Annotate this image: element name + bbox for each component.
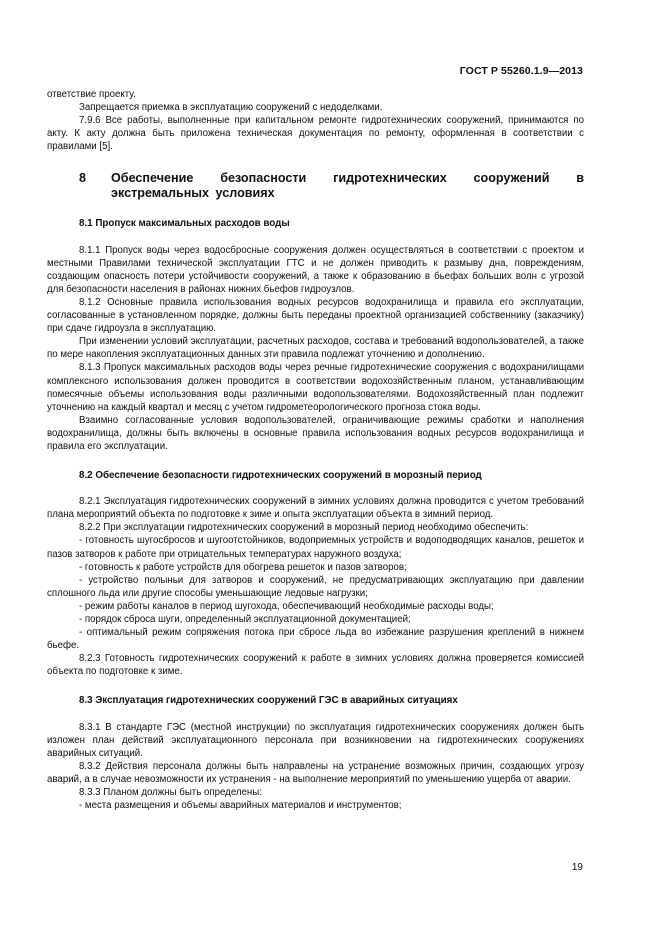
list-item: - готовность к работе устройств для обогрева решеток и пазов затворов; <box>79 561 407 573</box>
list-item: - оптимальный режим сопряжения потока при сбросе льда во избежание разрушения креплений в нижнем бьефе. <box>47 627 584 652</box>
section-title: Обеспечение безопасности гидротехнических сооружений в экстремальных условиях <box>111 171 584 201</box>
list-item: - режим работы каналов в период шугохода, обеспечивающий необходимые расходы воды; <box>79 600 494 612</box>
page-number: 19 <box>571 862 583 873</box>
paragraph: Взаимно согласованные условия водопользователей, ограничивающие режимы сработки и наполнения водохранилища, должны быть включены в основные правила использования водных ресурсов водохранилища и правила его эксплуатации. <box>47 414 584 452</box>
list-item: - места размещения и объемы аварийных материалов и инструментов; <box>79 800 402 812</box>
standard-header: ГОСТ Р 55260.1.9—2013 <box>459 65 583 77</box>
subsection-title: 8.2 Обеспечение безопасности гидротехнических сооружений в морозный период <box>79 470 482 482</box>
paragraph: 8.2.1 Эксплуатация гидротехнических сооружений в зимних условиях должна проводится с учетом требований плана мероприятий объекта по подготовке к зиме и опыта эксплуатации объекта в зимний период. <box>47 496 584 521</box>
paragraph: 8.3.1 В стандарте ГЭС (местной инструкции) по эксплуатация гидротехнических сооружениях должен быть изложен план действий эксплуатационного персонала при возникновении на гидротехнических сооружениях аварийных ситуаций. <box>47 721 584 759</box>
intro-paragraph: 7.9.6 Все работы, выполненные при капитальном ремонте гидротехнических сооружений, принимаются по акту. К акту должна быть приложена техническая документация по ремонту, оформленная в соответствии с правилами [5]. <box>47 115 584 153</box>
list-item: - устройство полыньи для затворов и сооружений, не предусматривающих эксплуатацию при давлении сплошного льда или другие способы уменьшающие ледовые нагрузки; <box>47 574 584 599</box>
paragraph: 8.2.3 Готовность гидротехнических сооружений к работе в зимних условиях должна проверяется комиссией объекта по подготовке к зиме. <box>47 653 584 678</box>
paragraph: 8.1.1 Пропуск воды через водосбросные сооружения должен осуществляться в соответствии с проектом и местными Правилами технической эксплуатации ГТС и не должен приводить к размыву дна, повреждениям, создающим опасность потери устойчивости сооружений, а также к образованию в бьефах больших волн с угрозой для безопасности населения в районах нижних бьефов гидроузлов. <box>47 244 584 295</box>
section-number: 8 <box>79 171 87 186</box>
paragraph: 8.1.2 Основные правила использования водных ресурсов водохранилища и правила его эксплуатации, согласованные в установленном порядке, должны быть переданы проектной организацией собственнику (заказчику) при сдаче гидроузла в эксплуатацию. <box>47 296 584 335</box>
section-heading <box>47 171 584 201</box>
page-content <box>47 88 584 812</box>
intro-paragraph: ответствие проекту. <box>47 89 136 100</box>
paragraph: 8.3.2 Действия персонала должны быть направлены на устранение возможных причин, создающих угрозу аварий, а в случае невозможности их устранения - на выполнение мероприятий по уменьшению ущерба от аварии. <box>47 760 584 785</box>
list-item: - порядок сброса шуги, определенный эксплуатационной документацией; <box>79 614 411 625</box>
paragraph: 8.3.3 Планом должны быть определены: <box>79 787 262 799</box>
list-item: - готовность шугосбросов и шугоотстойников, водоприемных устройств и водоподводящих каналов, решеток и пазов затворов к работе при отрицательных температурах наружного воздуха; <box>47 535 584 560</box>
subsection-title: 8.1 Пропуск максимальных расходов воды <box>79 218 290 230</box>
paragraph: 8.2.2 При эксплуатации гидротехнических сооружений в морозный период необходимо обеспечить: <box>79 522 529 534</box>
subsection-title: 8.3 Эксплуатация гидротехнических сооружений ГЭС в аварийных ситуациях <box>79 695 458 707</box>
paragraph: При изменении условий эксплуатации, расчетных расходов, состава и требований водопользователей, а также по мере накопления эксплуатационных данных эти правила подлежат уточнению и дополнению. <box>47 336 584 361</box>
paragraph: 8.1.3 Пропуск максимальных расходов воды через речные гидротехнические сооружения с водохранилищами комплексного использования должен проводится в соответствии водохозяйственным планом, устанавливающим помесячные объемы использования воды различными водопользователями. Водохозяйственный план подлежит уточнению на каждый квартал и месяц с учетом гидрометеорологического прогноза стока воды. <box>47 362 584 413</box>
intro-paragraph: Запрещается приемка в эксплуатацию сооружений с недоделками. <box>79 102 383 114</box>
